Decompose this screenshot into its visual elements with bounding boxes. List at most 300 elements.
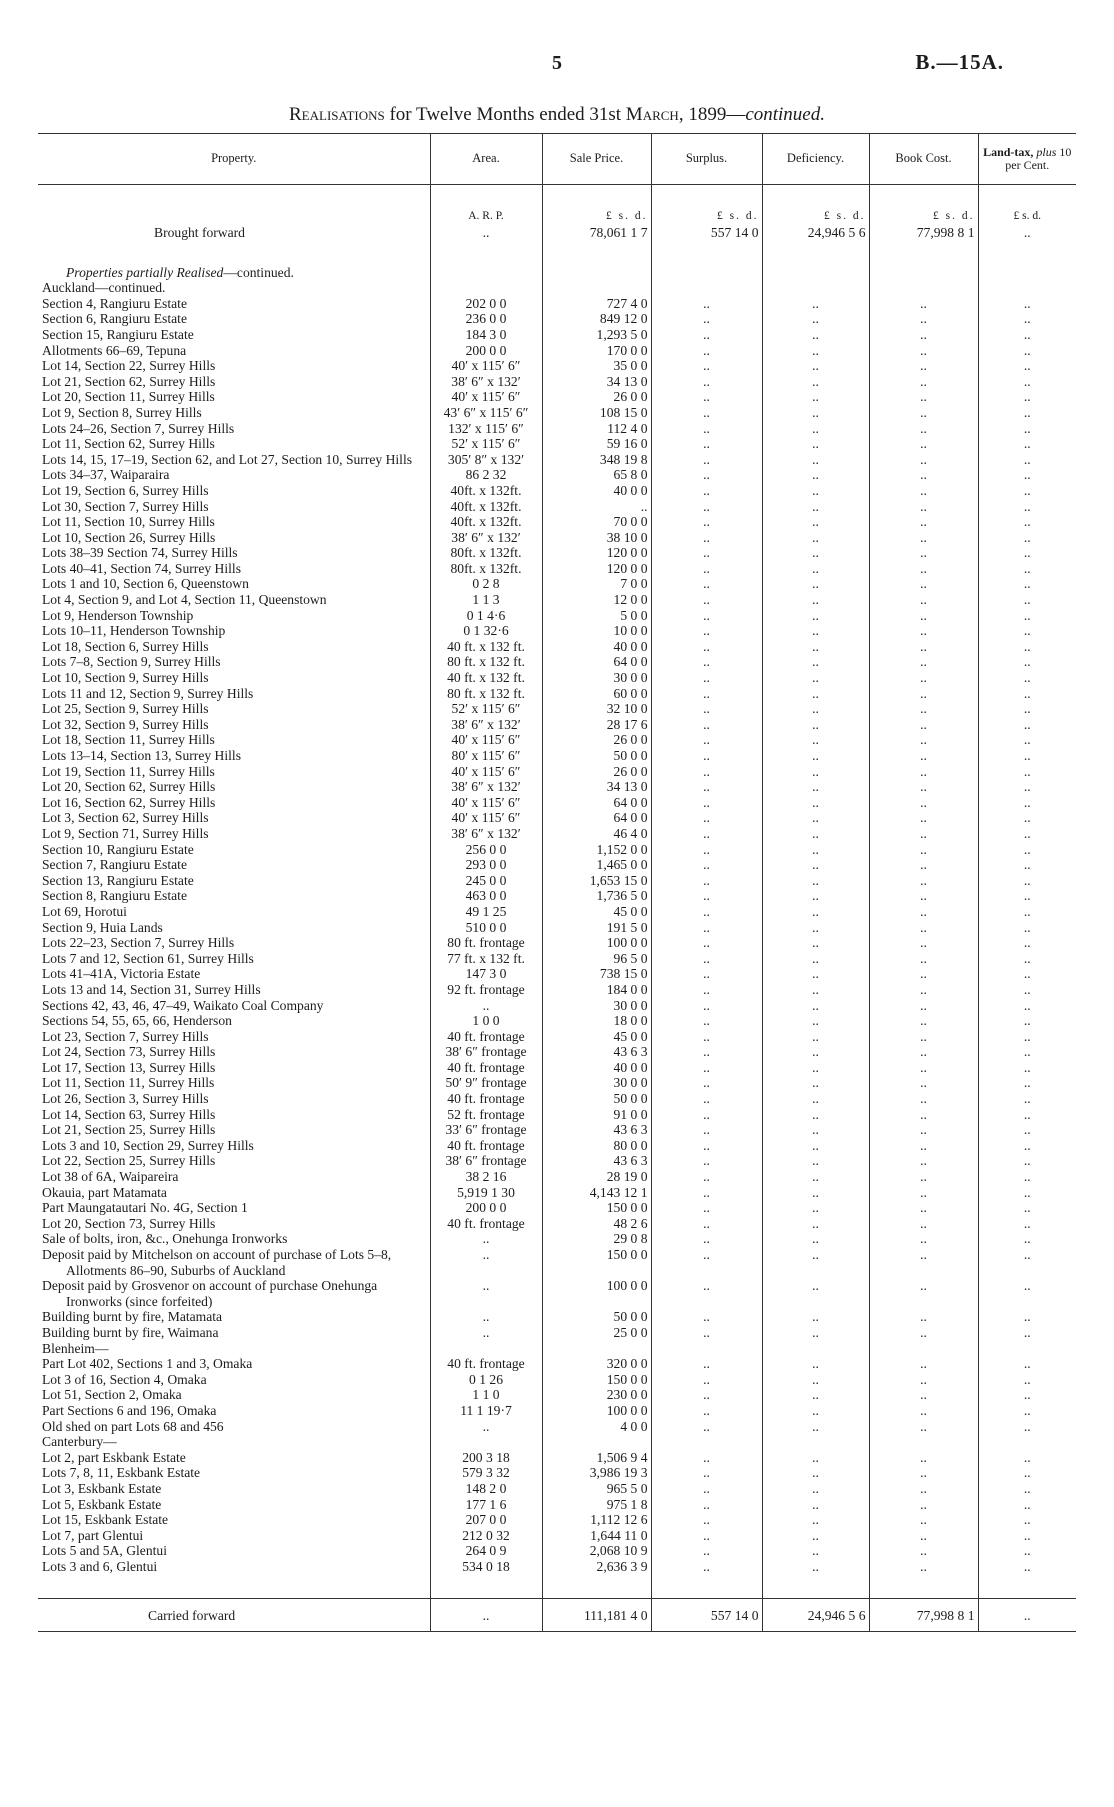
surplus-cell: ..: [651, 1153, 762, 1169]
deficiency-cell: ..: [762, 358, 869, 374]
property-cell: Lot 21, Section 25, Surrey Hills: [42, 1122, 216, 1138]
area-cell: 40 ft. frontage: [430, 1029, 542, 1045]
landtax-cell: ..: [978, 764, 1076, 780]
property-row: [38, 1200, 1076, 1216]
sale-price-cell: 1,465 0 0: [542, 857, 651, 873]
sale-price-cell: 100 0 0: [542, 1278, 651, 1309]
col-sale-price: Sale Price.: [542, 134, 651, 185]
area-cell: 200 0 0: [430, 1200, 542, 1216]
sale-price-cell: 96 5 0: [542, 951, 651, 967]
property-cell: Lot 7, part Glentui: [42, 1527, 144, 1543]
surplus-cell: ..: [651, 405, 762, 421]
sale-price-cell: 184 0 0: [542, 982, 651, 998]
sale-price-cell: 5 0 0: [542, 608, 651, 624]
page-number: 5: [552, 52, 562, 74]
book-cost-cell: ..: [869, 670, 978, 686]
property-row: [38, 1044, 1076, 1060]
property-cell: Lots 7–8, Section 9, Surrey Hills: [42, 654, 221, 670]
sale-price-cell: 80 0 0: [542, 1138, 651, 1154]
deficiency-cell: ..: [762, 530, 869, 546]
sale-price-cell: 727 4 0: [542, 296, 651, 312]
bf-deficiency: 24,946 5 6: [762, 225, 869, 241]
section-heading: Properties partially Realised—continued.: [66, 264, 294, 280]
deficiency-cell: ..: [762, 998, 869, 1014]
landtax-cell: ..: [978, 951, 1076, 967]
surplus-cell: ..: [651, 888, 762, 904]
col-surplus: Surplus.: [651, 134, 762, 185]
sale-price-cell: 91 0 0: [542, 1107, 651, 1123]
landtax-cell: ..: [978, 779, 1076, 795]
surplus-cell: ..: [651, 732, 762, 748]
book-cost-cell: ..: [869, 421, 978, 437]
sale-price-cell: 12 0 0: [542, 592, 651, 608]
landtax-cell: ..: [978, 1185, 1076, 1201]
deficiency-cell: ..: [762, 1247, 869, 1278]
deficiency-cell: ..: [762, 1372, 869, 1388]
property-row: [38, 998, 1076, 1014]
sale-price-cell: 348 19 8: [542, 452, 651, 468]
landtax-cell: ..: [978, 1465, 1076, 1481]
landtax-cell: ..: [978, 327, 1076, 343]
property-cell: Deposit paid by Grosvenor on account of purchase Onehunga Ironworks (since forfeited): [42, 1278, 378, 1309]
book-cost-cell: ..: [869, 576, 978, 592]
landtax-cell: ..: [978, 670, 1076, 686]
book-cost-cell: ..: [869, 888, 978, 904]
landtax-cell: ..: [978, 1153, 1076, 1169]
book-cost-cell: ..: [869, 499, 978, 515]
book-cost-cell: ..: [869, 982, 978, 998]
deficiency-cell: ..: [762, 810, 869, 826]
property-cell: Lot 17, Section 13, Surrey Hills: [42, 1059, 216, 1075]
deficiency-cell: ..: [762, 779, 869, 795]
book-cost-cell: ..: [869, 1091, 978, 1107]
area-cell: 463 0 0: [430, 888, 542, 904]
deficiency-cell: ..: [762, 842, 869, 858]
sale-price-cell: 230 0 0: [542, 1387, 651, 1403]
surplus-cell: ..: [651, 421, 762, 437]
landtax-cell: ..: [978, 904, 1076, 920]
area-cell: 80ft. x 132ft.: [430, 545, 542, 561]
area-cell: 80′ x 115′ 6″: [430, 748, 542, 764]
sale-price-cell: 65 8 0: [542, 467, 651, 483]
property-row: [38, 623, 1076, 639]
deficiency-cell: ..: [762, 592, 869, 608]
property-row: [38, 483, 1076, 499]
landtax-cell: ..: [978, 1029, 1076, 1045]
landtax-cell: ..: [978, 1325, 1076, 1341]
area-cell: 132′ x 115′ 6″: [430, 421, 542, 437]
landtax-cell: ..: [978, 826, 1076, 842]
area-cell: 40 ft. frontage: [430, 1060, 542, 1076]
property-row: [38, 1247, 1076, 1278]
brought-forward-row: [38, 225, 1076, 241]
book-cost-cell: ..: [869, 1044, 978, 1060]
area-cell: 80ft. x 132ft.: [430, 561, 542, 577]
sale-price-cell: 64 0 0: [542, 810, 651, 826]
deficiency-cell: ..: [762, 1481, 869, 1497]
area-cell: 245 0 0: [430, 873, 542, 889]
deficiency-cell: ..: [762, 1465, 869, 1481]
landtax-cell: ..: [978, 1403, 1076, 1419]
deficiency-cell: ..: [762, 1138, 869, 1154]
book-cost-cell: ..: [869, 1231, 978, 1247]
deficiency-cell: ..: [762, 1216, 869, 1232]
property-cell: Lots 41–41A, Victoria Estate: [42, 966, 201, 982]
sale-price-cell: 2,068 10 9: [542, 1543, 651, 1559]
bf-landtax: ..: [978, 225, 1076, 241]
surplus-cell: ..: [651, 467, 762, 483]
property-row: [38, 436, 1076, 452]
property-cell: Lots 10–11, Henderson Township: [42, 623, 226, 639]
deficiency-cell: ..: [762, 296, 869, 312]
property-cell: Lot 22, Section 25, Surrey Hills: [42, 1153, 216, 1169]
deficiency-cell: ..: [762, 1029, 869, 1045]
sale-price-cell: 30 0 0: [542, 998, 651, 1014]
sale-price-cell: 34 13 0: [542, 374, 651, 390]
property-row: [38, 405, 1076, 421]
book-cost-cell: ..: [869, 904, 978, 920]
cf-landtax: ..: [978, 1599, 1076, 1632]
surplus-cell: ..: [651, 748, 762, 764]
landtax-cell: ..: [978, 1013, 1076, 1029]
property-row: [38, 452, 1076, 468]
property-row: [38, 545, 1076, 561]
surplus-cell: ..: [651, 1278, 762, 1309]
deficiency-cell: ..: [762, 343, 869, 359]
landtax-cell: ..: [978, 561, 1076, 577]
surplus-cell: ..: [651, 842, 762, 858]
property-row: [38, 608, 1076, 624]
property-cell: Lot 26, Section 3, Surrey Hills: [42, 1091, 209, 1107]
property-row: [38, 1107, 1076, 1123]
surplus-cell: ..: [651, 1075, 762, 1091]
units-area: A. R. P.: [430, 209, 542, 225]
surplus-cell: ..: [651, 1013, 762, 1029]
book-cost-cell: ..: [869, 966, 978, 982]
property-cell: Lot 9, Henderson Township: [42, 607, 194, 623]
area-cell: 38′ 6″ x 132′: [430, 530, 542, 546]
property-row: [38, 904, 1076, 920]
area-cell: 40 ft. x 132 ft.: [430, 639, 542, 655]
book-cost-cell: ..: [869, 374, 978, 390]
book-cost-cell: ..: [869, 732, 978, 748]
deficiency-cell: ..: [762, 1200, 869, 1216]
deficiency-cell: ..: [762, 1075, 869, 1091]
property-row: [38, 779, 1076, 795]
landtax-cell: ..: [978, 389, 1076, 405]
sale-price-cell: 25 0 0: [542, 1325, 651, 1341]
property-row: [38, 1512, 1076, 1528]
landtax-cell: ..: [978, 1107, 1076, 1123]
book-cost-cell: ..: [869, 1465, 978, 1481]
surplus-cell: ..: [651, 1559, 762, 1575]
property-cell: Lots 3 and 10, Section 29, Surrey Hills: [42, 1137, 254, 1153]
book-cost-cell: ..: [869, 1200, 978, 1216]
landtax-cell: ..: [978, 920, 1076, 936]
deficiency-cell: ..: [762, 467, 869, 483]
sale-price-cell: 4,143 12 1: [542, 1185, 651, 1201]
property-cell: Lots 7, 8, 11, Eskbank Estate: [42, 1465, 201, 1481]
area-cell: 40′ x 115′ 6″: [430, 810, 542, 826]
book-cost-cell: ..: [869, 639, 978, 655]
sale-price-cell: 40 0 0: [542, 639, 651, 655]
sale-price-cell: 108 15 0: [542, 405, 651, 421]
property-row: [38, 717, 1076, 733]
book-cost-cell: ..: [869, 436, 978, 452]
property-cell: Section 4, Rangiuru Estate: [42, 295, 187, 311]
sale-price-cell: 191 5 0: [542, 920, 651, 936]
landtax-cell: ..: [978, 545, 1076, 561]
landtax-cell: ..: [978, 1372, 1076, 1388]
deficiency-cell: ..: [762, 1013, 869, 1029]
property-row: [38, 873, 1076, 889]
deficiency-cell: ..: [762, 1356, 869, 1372]
property-cell: Lot 24, Section 73, Surrey Hills: [42, 1044, 216, 1060]
deficiency-cell: ..: [762, 1387, 869, 1403]
book-cost-cell: ..: [869, 467, 978, 483]
title-year: , 1899—: [678, 104, 746, 125]
property-cell: Lot 18, Section 11, Surrey Hills: [42, 732, 215, 748]
title-continued: continued.: [745, 104, 825, 125]
property-cell: Lot 25, Section 9, Surrey Hills: [42, 701, 209, 717]
landtax-cell: ..: [978, 1075, 1076, 1091]
property-row: [38, 1013, 1076, 1029]
property-row: [38, 374, 1076, 390]
landtax-cell: ..: [978, 686, 1076, 702]
surplus-cell: ..: [651, 701, 762, 717]
book-cost-cell: ..: [869, 1497, 978, 1513]
surplus-cell: ..: [651, 1231, 762, 1247]
book-cost-cell: ..: [869, 1075, 978, 1091]
sale-price-cell: 28 19 0: [542, 1169, 651, 1185]
surplus-cell: ..: [651, 311, 762, 327]
cf-deficiency: 24,946 5 6: [762, 1599, 869, 1632]
area-cell: 52 ft. frontage: [430, 1107, 542, 1123]
property-cell: Lots 1 and 10, Section 6, Queenstown: [42, 576, 249, 592]
property-cell: Lot 3, Section 62, Surrey Hills: [42, 810, 209, 826]
property-cell: Lot 11, Section 11, Surrey Hills: [42, 1075, 215, 1091]
book-cost-cell: ..: [869, 1169, 978, 1185]
property-cell: Deposit paid by Mitchelson on account of purchase of Lots 5–8, Allotments 86–90, Suburbs of Auckland: [42, 1247, 392, 1278]
surplus-cell: ..: [651, 1169, 762, 1185]
landtax-cell: ..: [978, 1200, 1076, 1216]
deficiency-cell: ..: [762, 389, 869, 405]
area-cell: 86 2 32: [430, 467, 542, 483]
landtax-cell: ..: [978, 623, 1076, 639]
deficiency-cell: ..: [762, 732, 869, 748]
landtax-cell: ..: [978, 1450, 1076, 1466]
property-cell: Lot 19, Section 11, Surrey Hills: [42, 763, 215, 779]
deficiency-cell: ..: [762, 405, 869, 421]
landtax-cell: ..: [978, 748, 1076, 764]
sale-price-cell: 1,152 0 0: [542, 842, 651, 858]
area-cell: 92 ft. frontage: [430, 982, 542, 998]
book-cost-cell: ..: [869, 1107, 978, 1123]
book-cost-cell: ..: [869, 514, 978, 530]
surplus-cell: ..: [651, 1543, 762, 1559]
property-row: [38, 1153, 1076, 1169]
landtax-cell: ..: [978, 982, 1076, 998]
surplus-cell: ..: [651, 1309, 762, 1325]
sale-price-cell: 45 0 0: [542, 904, 651, 920]
property-cell: Lot 11, Section 62, Surrey Hills: [42, 436, 215, 452]
area-cell: ..: [430, 1247, 542, 1278]
sale-price-cell: 3,986 19 3: [542, 1465, 651, 1481]
property-cell: Section 10, Rangiuru Estate: [42, 841, 194, 857]
title-month: March: [625, 104, 679, 125]
region-heading: Auckland—continued.: [42, 280, 166, 296]
property-row: [38, 842, 1076, 858]
property-row: [38, 1403, 1076, 1419]
deficiency-cell: ..: [762, 1543, 869, 1559]
property-cell: Lots 5 and 5A, Glentui: [42, 1543, 167, 1559]
property-cell: Lot 14, Section 22, Surrey Hills: [42, 358, 216, 374]
surplus-cell: ..: [651, 1497, 762, 1513]
property-row: [38, 514, 1076, 530]
area-cell: 236 0 0: [430, 311, 542, 327]
book-cost-cell: ..: [869, 1387, 978, 1403]
surplus-cell: ..: [651, 951, 762, 967]
property-row: [38, 1497, 1076, 1513]
property-cell: Part Sections 6 and 196, Omaka: [42, 1402, 217, 1418]
deficiency-cell: ..: [762, 436, 869, 452]
surplus-cell: ..: [651, 857, 762, 873]
deficiency-cell: ..: [762, 608, 869, 624]
area-cell: 40 ft. frontage: [430, 1356, 542, 1372]
landtax-cell: ..: [978, 1122, 1076, 1138]
property-cell: Building burnt by fire, Matamata: [42, 1309, 223, 1325]
area-cell: ..: [430, 1419, 542, 1435]
property-row: [38, 982, 1076, 998]
landtax-cell: ..: [978, 935, 1076, 951]
book-cost-cell: ..: [869, 1060, 978, 1076]
deficiency-cell: ..: [762, 1107, 869, 1123]
landtax-cell: ..: [978, 343, 1076, 359]
region-heading-row: [38, 1341, 1076, 1357]
area-cell: 38′ 6″ frontage: [430, 1153, 542, 1169]
property-row: [38, 1543, 1076, 1559]
sale-price-cell: 32 10 0: [542, 701, 651, 717]
region-heading: Blenheim—: [42, 1340, 109, 1356]
deficiency-cell: ..: [762, 545, 869, 561]
landtax-cell: ..: [978, 467, 1076, 483]
landtax-cell: ..: [978, 1138, 1076, 1154]
property-cell: Lot 3 of 16, Section 4, Omaka: [42, 1371, 207, 1387]
area-cell: 0 1 32·6: [430, 623, 542, 639]
cf-surplus: 557 14 0: [651, 1599, 762, 1632]
surplus-cell: ..: [651, 1465, 762, 1481]
sale-price-cell: 18 0 0: [542, 1013, 651, 1029]
surplus-cell: ..: [651, 436, 762, 452]
property-row: [38, 1029, 1076, 1045]
area-cell: 80 ft. frontage: [430, 935, 542, 951]
property-row: [38, 421, 1076, 437]
property-cell: Building burnt by fire, Waimana: [42, 1324, 219, 1340]
property-row: [38, 1465, 1076, 1481]
landtax-cell: ..: [978, 436, 1076, 452]
sale-price-cell: 50 0 0: [542, 1309, 651, 1325]
title-prefix: Realisations: [289, 104, 385, 125]
sale-price-cell: 100 0 0: [542, 935, 651, 951]
surplus-cell: ..: [651, 530, 762, 546]
deficiency-cell: ..: [762, 311, 869, 327]
property-cell: Lots 38–39 Section 74, Surrey Hills: [42, 545, 238, 561]
property-cell: Lots 24–26, Section 7, Surrey Hills: [42, 420, 235, 436]
property-row: [38, 888, 1076, 904]
surplus-cell: ..: [651, 592, 762, 608]
surplus-cell: ..: [651, 639, 762, 655]
landtax-cell: ..: [978, 857, 1076, 873]
book-cost-cell: ..: [869, 701, 978, 717]
surplus-cell: ..: [651, 499, 762, 515]
sale-price-cell: ..: [542, 499, 651, 515]
cf-book: 77,998 8 1: [869, 1599, 978, 1632]
sale-price-cell: 40 0 0: [542, 483, 651, 499]
area-cell: 212 0 32: [430, 1528, 542, 1544]
area-cell: 33′ 6″ frontage: [430, 1122, 542, 1138]
brought-forward-label: Brought forward: [154, 225, 245, 240]
property-cell: Allotments 66–69, Tepuna: [42, 342, 187, 358]
book-cost-cell: ..: [869, 1216, 978, 1232]
landtax-cell: ..: [978, 1419, 1076, 1435]
property-row: [38, 389, 1076, 405]
area-cell: 40 ft. frontage: [430, 1216, 542, 1232]
deficiency-cell: ..: [762, 982, 869, 998]
landtax-cell: ..: [978, 296, 1076, 312]
surplus-cell: ..: [651, 623, 762, 639]
deficiency-cell: ..: [762, 1325, 869, 1341]
landtax-cell: ..: [978, 1060, 1076, 1076]
deficiency-cell: ..: [762, 764, 869, 780]
page-title: [0, 104, 1114, 126]
book-cost-cell: ..: [869, 1419, 978, 1435]
area-cell: 5,919 1 30: [430, 1185, 542, 1201]
units-book: £ s. d.: [869, 209, 978, 225]
book-cost-cell: ..: [869, 951, 978, 967]
surplus-cell: ..: [651, 982, 762, 998]
surplus-cell: ..: [651, 686, 762, 702]
property-row: [38, 343, 1076, 359]
book-cost-cell: ..: [869, 608, 978, 624]
deficiency-cell: ..: [762, 966, 869, 982]
deficiency-cell: ..: [762, 1122, 869, 1138]
property-cell: Lot 9, Section 71, Surrey Hills: [42, 825, 209, 841]
book-cost-cell: ..: [869, 717, 978, 733]
surplus-cell: ..: [651, 1387, 762, 1403]
property-row: [38, 1122, 1076, 1138]
book-cost-cell: ..: [869, 1372, 978, 1388]
landtax-cell: ..: [978, 421, 1076, 437]
deficiency-cell: ..: [762, 1044, 869, 1060]
book-cost-cell: ..: [869, 623, 978, 639]
book-cost-cell: ..: [869, 1512, 978, 1528]
surplus-cell: ..: [651, 670, 762, 686]
book-cost-cell: ..: [869, 1013, 978, 1029]
property-row: [38, 701, 1076, 717]
bf-area: ..: [430, 225, 542, 241]
deficiency-cell: ..: [762, 686, 869, 702]
book-cost-cell: ..: [869, 873, 978, 889]
sale-price-cell: 2,636 3 9: [542, 1559, 651, 1575]
book-cost-cell: ..: [869, 343, 978, 359]
property-row: [38, 499, 1076, 515]
sale-price-cell: 30 0 0: [542, 1075, 651, 1091]
area-cell: 1 1 3: [430, 592, 542, 608]
book-cost-cell: ..: [869, 654, 978, 670]
col-deficiency: Deficiency.: [762, 134, 869, 185]
property-row: [38, 1060, 1076, 1076]
landtax-cell: ..: [978, 1247, 1076, 1278]
